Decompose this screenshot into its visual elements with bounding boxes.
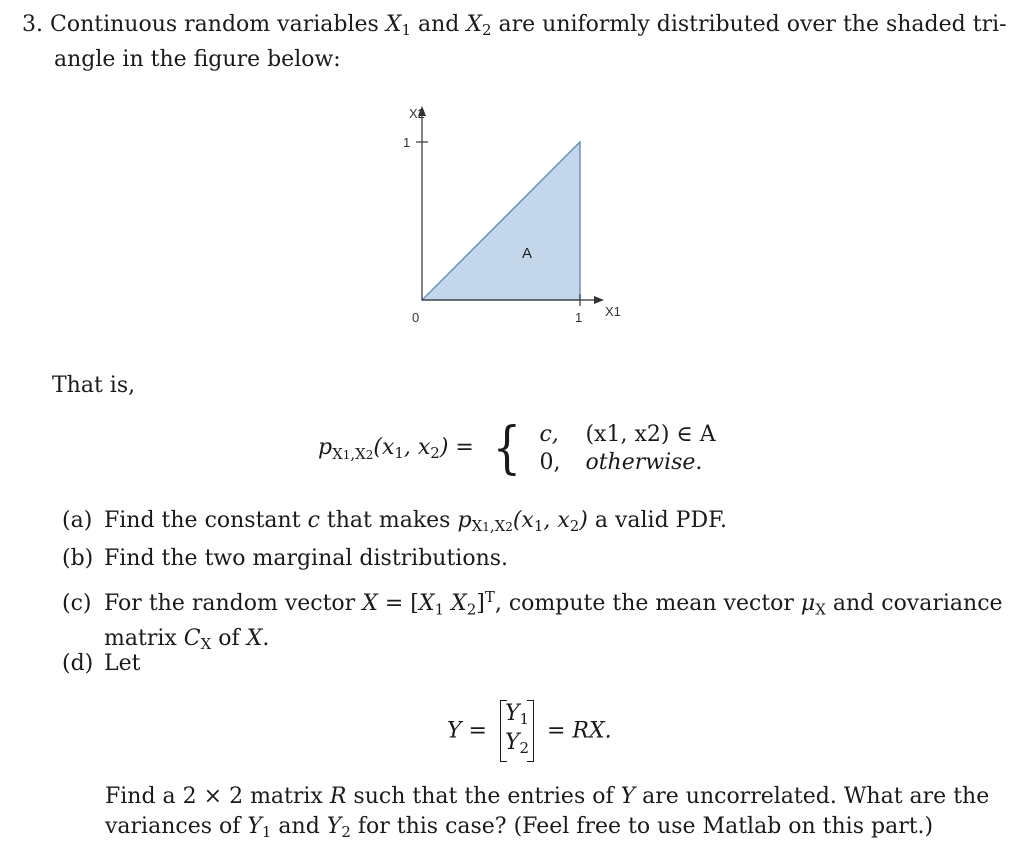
pdf-lhs: $p_{X1,X2}(x_1$, $x_2$) = — [318, 435, 474, 463]
y-tick-label: 1 — [403, 135, 411, 150]
part-d-label: (d) — [62, 651, 94, 676]
part-b: (b) Find the two marginal distributions. — [62, 544, 508, 574]
y-equation: Y = $Y_1$ $Y_2$ = RX. — [447, 700, 612, 762]
x-axis-label: X1 — [605, 304, 621, 319]
part-a: (a) Find the constant c that makes $p_{X1,X2}(x_1$, $x_2$) a valid PDF. — [62, 508, 727, 536]
intro-line-2: angle in the figure below: — [54, 47, 341, 73]
that-is-text: That is, — [52, 373, 136, 398]
y-vector: $Y_1$ $Y_2$ — [500, 700, 534, 762]
part-c-label: (c) — [62, 591, 92, 617]
part-d: (d) Let — [62, 649, 140, 679]
cases-brace: { — [492, 416, 521, 481]
part-a-label: (a) — [62, 508, 93, 533]
x-tick-label: 1 — [575, 310, 583, 325]
triangle-figure — [395, 100, 635, 335]
case-2: 0, otherwise. — [539, 450, 703, 475]
problem-intro — [22, 10, 1007, 75]
case-1: c, (x1, x2) ∈ A — [539, 422, 716, 447]
problem-number: 3. — [22, 12, 43, 37]
shaded-region-a — [422, 142, 580, 300]
region-a-label: A — [522, 245, 533, 262]
pdf-cases — [539, 421, 715, 477]
x-axis-arrow — [594, 296, 604, 304]
intro-line-1: 3. Continuous random variables $X_1$ and $X_2$ are uniformly distributed over the shaded tri- — [22, 12, 1007, 40]
final-question: Find a 2 × 2 matrix R such that the entries of Y are uncorrelated. What are the variances of $Y_1$ and $Y_2$ for this case? (Feel free to use Matlab on this part.) — [105, 784, 990, 842]
var-x2: $X_2$ — [466, 12, 492, 40]
y-axis-label: X2 — [409, 106, 425, 121]
part-b-label: (b) — [62, 546, 94, 571]
pdf-equation — [318, 416, 716, 481]
origin-label: 0 — [412, 310, 420, 325]
part-c: (c) For the random vector $X = [X_1$ $X_2]^T$, compute the mean vector $\mu_X$ and covariance matrix $C_X$ of X. — [62, 588, 1003, 654]
var-x1: $X_1$ — [385, 12, 411, 40]
triangle-plot — [395, 100, 635, 335]
